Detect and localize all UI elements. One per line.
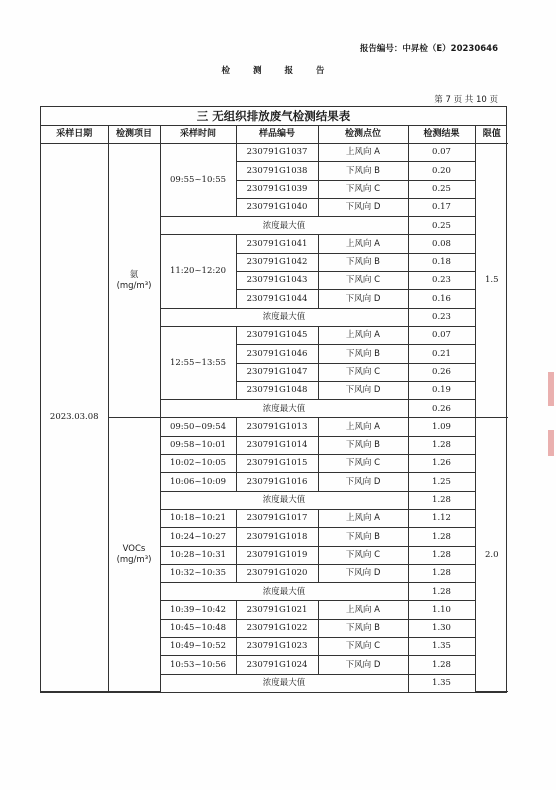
sample-id: 230791G1047 xyxy=(236,363,318,381)
max-label: 浓度最大值 xyxy=(160,400,408,418)
page-number: 第 7 页 共 10 页 xyxy=(434,95,498,105)
test-result: 1.30 xyxy=(408,619,475,637)
column-header: 样品编号 xyxy=(236,126,318,144)
document-title: 检 测 报 告 xyxy=(221,66,335,76)
test-result: 1.28 xyxy=(408,564,475,582)
column-header: 采样日期 xyxy=(41,126,108,144)
column-header: 限值 xyxy=(475,126,508,144)
test-result: 0.19 xyxy=(408,381,475,399)
sampling-time: 10:28~10:31 xyxy=(160,546,236,564)
sampling-time: 09:55~10:55 xyxy=(160,144,236,217)
test-result: 1.25 xyxy=(408,473,475,491)
sampling-point: 上风向 A xyxy=(318,418,408,436)
test-result: 0.07 xyxy=(408,326,475,344)
sample-id: 230791G1022 xyxy=(236,619,318,637)
sampling-point: 上风向 A xyxy=(318,235,408,253)
sampling-time: 11:20~12:20 xyxy=(160,235,236,308)
sampling-time: 10:02~10:05 xyxy=(160,455,236,473)
sampling-point: 上风向 A xyxy=(318,326,408,344)
sampling-point: 下风向 D xyxy=(318,290,408,308)
max-value: 0.25 xyxy=(408,217,475,235)
sampling-time: 10:18~10:21 xyxy=(160,509,236,527)
test-result: 0.20 xyxy=(408,162,475,180)
column-header: 检测项目 xyxy=(108,126,160,144)
results-table xyxy=(41,126,508,692)
sampling-time: 09:50~09:54 xyxy=(160,418,236,436)
test-result: 1.35 xyxy=(408,638,475,656)
sampling-point: 下风向 D xyxy=(318,473,408,491)
sampling-point: 下风向 C xyxy=(318,272,408,290)
test-result: 1.28 xyxy=(408,546,475,564)
test-result: 0.16 xyxy=(408,290,475,308)
max-value: 1.35 xyxy=(408,674,475,692)
sample-id: 230791G1042 xyxy=(236,253,318,271)
test-result: 0.18 xyxy=(408,253,475,271)
max-label: 浓度最大值 xyxy=(160,583,408,601)
test-item-name: 氨 xyxy=(129,269,139,280)
sample-id: 230791G1019 xyxy=(236,546,318,564)
sampling-point: 下风向 C xyxy=(318,455,408,473)
sample-id: 230791G1041 xyxy=(236,235,318,253)
sampling-point: 下风向 B xyxy=(318,162,408,180)
results-table-container xyxy=(40,106,507,693)
report-number: 报告编号：中昇检（E）20230646 xyxy=(359,44,498,54)
sample-id: 230791G1021 xyxy=(236,601,318,619)
limit-value: 1.5 xyxy=(475,144,508,418)
sampling-point: 上风向 A xyxy=(318,601,408,619)
test-item xyxy=(108,418,160,692)
test-item xyxy=(108,144,160,418)
sample-id: 230791G1015 xyxy=(236,455,318,473)
test-result: 1.28 xyxy=(408,436,475,454)
table-header-row xyxy=(41,126,508,144)
sample-id: 230791G1046 xyxy=(236,345,318,363)
sampling-point: 下风向 D xyxy=(318,381,408,399)
sample-id: 230791G1016 xyxy=(236,473,318,491)
test-result: 0.26 xyxy=(408,363,475,381)
table-row xyxy=(41,418,508,436)
sample-id: 230791G1018 xyxy=(236,528,318,546)
sample-id: 230791G1013 xyxy=(236,418,318,436)
sampling-point: 下风向 B xyxy=(318,345,408,363)
test-result: 0.07 xyxy=(408,144,475,162)
sampling-time: 10:24~10:27 xyxy=(160,528,236,546)
sampling-date: 2023.03.08 xyxy=(41,144,108,692)
sampling-time: 10:45~10:48 xyxy=(160,619,236,637)
sample-id: 230791G1045 xyxy=(236,326,318,344)
sampling-point: 上风向 A xyxy=(318,509,408,527)
sampling-point: 下风向 C xyxy=(318,363,408,381)
sample-id: 230791G1039 xyxy=(236,180,318,198)
test-item-unit: (mg/m³) xyxy=(116,281,152,292)
sample-id: 230791G1038 xyxy=(236,162,318,180)
sampling-point: 下风向 B xyxy=(318,436,408,454)
sampling-point: 下风向 B xyxy=(318,253,408,271)
sample-id: 230791G1048 xyxy=(236,381,318,399)
sample-id: 230791G1014 xyxy=(236,436,318,454)
max-value: 0.23 xyxy=(408,308,475,326)
test-result: 0.21 xyxy=(408,345,475,363)
test-result: 1.28 xyxy=(408,528,475,546)
test-result: 1.10 xyxy=(408,601,475,619)
sample-id: 230791G1017 xyxy=(236,509,318,527)
test-result: 0.23 xyxy=(408,272,475,290)
test-result: 1.12 xyxy=(408,509,475,527)
sampling-point: 下风向 B xyxy=(318,619,408,637)
max-value: 0.26 xyxy=(408,400,475,418)
column-header: 采样时间 xyxy=(160,126,236,144)
sampling-time: 10:39~10:42 xyxy=(160,601,236,619)
sample-id: 230791G1020 xyxy=(236,564,318,582)
sampling-time: 10:32~10:35 xyxy=(160,564,236,582)
test-item-unit: (mg/m³) xyxy=(116,555,152,566)
max-value: 1.28 xyxy=(408,583,475,601)
sampling-point: 下风向 C xyxy=(318,638,408,656)
sample-id: 230791G1037 xyxy=(236,144,318,162)
test-result: 0.25 xyxy=(408,180,475,198)
max-label: 浓度最大值 xyxy=(160,308,408,326)
test-result: 0.17 xyxy=(408,198,475,216)
max-label: 浓度最大值 xyxy=(160,491,408,509)
test-result: 1.26 xyxy=(408,455,475,473)
sampling-point: 下风向 B xyxy=(318,528,408,546)
sampling-time: 10:53~10:56 xyxy=(160,656,236,674)
sampling-time: 10:49~10:52 xyxy=(160,638,236,656)
test-item-name: VOCs xyxy=(122,543,146,554)
max-label: 浓度最大值 xyxy=(160,217,408,235)
sampling-point: 下风向 C xyxy=(318,546,408,564)
sample-id: 230791G1040 xyxy=(236,198,318,216)
table-row xyxy=(41,144,508,162)
sampling-time: 09:58~10:01 xyxy=(160,436,236,454)
sampling-point: 上风向 A xyxy=(318,144,408,162)
sample-id: 230791G1024 xyxy=(236,656,318,674)
sample-id: 230791G1043 xyxy=(236,272,318,290)
column-header: 检测结果 xyxy=(408,126,475,144)
sample-id: 230791G1044 xyxy=(236,290,318,308)
column-header: 检测点位 xyxy=(318,126,408,144)
sample-id: 230791G1023 xyxy=(236,638,318,656)
table-title: 三 无组织排放废气检测结果表 xyxy=(41,107,506,126)
test-result: 0.08 xyxy=(408,235,475,253)
test-result: 1.28 xyxy=(408,656,475,674)
sampling-point: 下风向 D xyxy=(318,564,408,582)
sampling-point: 下风向 D xyxy=(318,198,408,216)
seal-fragment xyxy=(548,372,554,406)
sampling-point: 下风向 D xyxy=(318,656,408,674)
max-label: 浓度最大值 xyxy=(160,674,408,692)
test-result: 1.09 xyxy=(408,418,475,436)
sampling-time: 10:06~10:09 xyxy=(160,473,236,491)
max-value: 1.28 xyxy=(408,491,475,509)
limit-value: 2.0 xyxy=(475,418,508,692)
sampling-point: 下风向 C xyxy=(318,180,408,198)
sampling-time: 12:55~13:55 xyxy=(160,326,236,399)
seal-fragment xyxy=(548,430,554,456)
